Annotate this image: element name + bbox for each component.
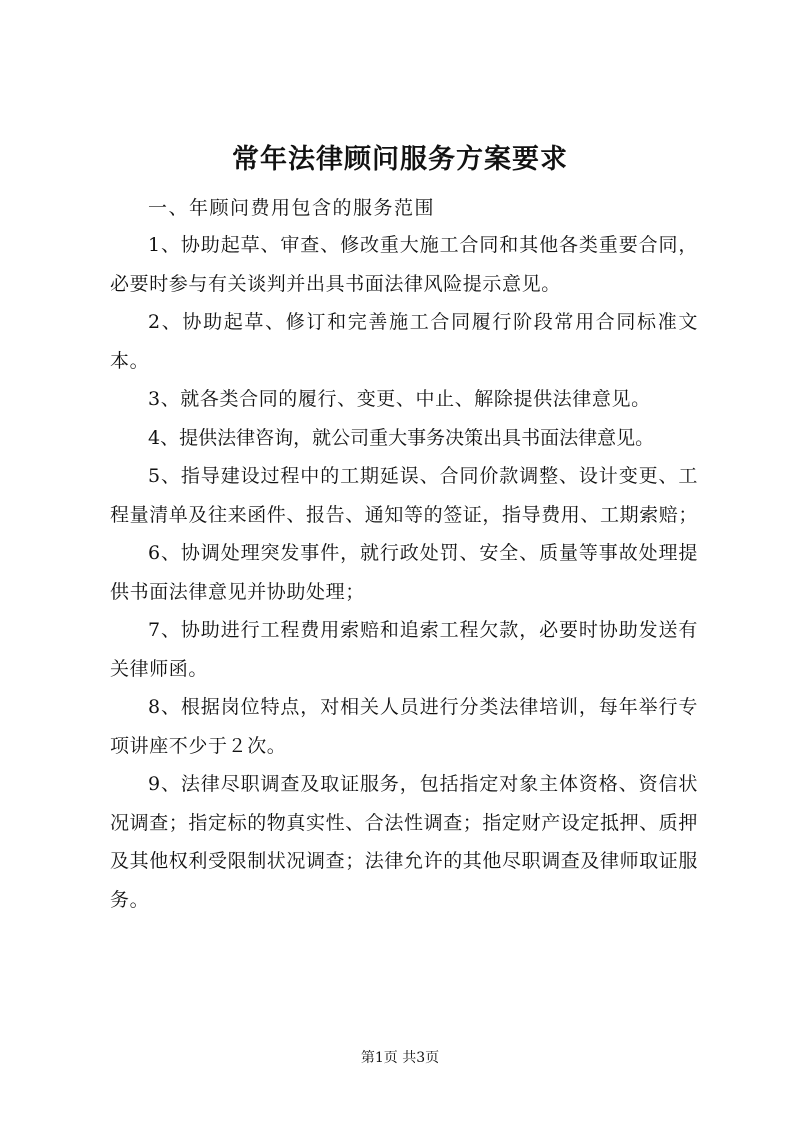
document-body xyxy=(110,226,698,919)
paragraph-1: 1、协助起草、审查、修改重大施工合同和其他各类重要合同，必要时参与有关谈判并出具书面法律风险提示意见。 xyxy=(110,234,698,295)
paragraph-4: 4、提供法律咨询，就公司重大事务决策出具书面法律意见。 xyxy=(148,426,655,449)
section-heading: 一、年顾问费用包含的服务范围 xyxy=(148,197,436,219)
document-title: 常年法律顾问服务方案要求 xyxy=(232,144,568,175)
paragraph-9: 9、法律尽职调查及取证服务，包括指定对象主体资格、资信状况调查；指定标的物真实性、合法性调查；指定财产设定抵押、质押及其他权利受限制状况调查；法律允许的其他尽职调查及律师取证服务。 xyxy=(110,773,699,911)
paragraph-6: 6、协调处理突发事件，就行政处罚、安全、质量等事故处理提供书面法律意见并协助处理； xyxy=(110,542,698,603)
paragraph-3: 3、就各类合同的履行、变更、中止、解除提供法律意见。 xyxy=(148,388,651,410)
paragraph-7: 7、协助进行工程费用索赔和追索工程欠款，必要时协助发送有关律师函。 xyxy=(110,619,698,680)
paragraph-5: 5、指导建设过程中的工期延误、合同价款调整、设计变更、工程量清单及往来函件、报告、通知等的签证，指导费用、工期索赔； xyxy=(110,465,699,526)
paragraph-8: 8、根据岗位特点，对相关人员进行分类法律培训，每年举行专项讲座不少于２次。 xyxy=(110,696,698,757)
page-footer: 第1页 共3页 xyxy=(360,1050,440,1066)
paragraph-2: 2、协助起草、修订和完善施工合同履行阶段常用合同标准文本。 xyxy=(110,311,698,372)
